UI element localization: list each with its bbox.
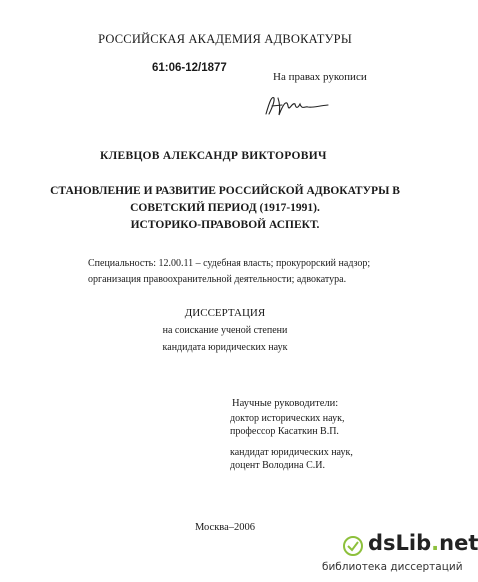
logo-tld: net — [439, 531, 478, 555]
author-signature — [262, 92, 332, 120]
title-line: СОВЕТСКИЙ ПЕРИОД (1917-1991). — [130, 202, 320, 214]
logo-main: dsLib — [368, 531, 432, 555]
title-line: СТАНОВЛЕНИЕ И РАЗВИТИЕ РОССИЙСКОЙ АДВОКАТУРЫ В — [50, 185, 400, 197]
registry-code-stamp: 61:06-12/1877 — [152, 62, 227, 74]
watermark-logo — [368, 531, 478, 555]
logo-dot: . — [431, 531, 440, 555]
dslib-logo-icon — [342, 535, 364, 557]
degree-line: на соискание ученой степени — [162, 325, 288, 336]
author-name: КЛЕВЦОВ АЛЕКСАНДР ВИКТОРОВИЧ — [100, 150, 327, 162]
rights-notice: На правах рукописи — [273, 71, 367, 83]
watermark-caption: библиотека диссертаций — [322, 561, 463, 573]
degree-line: кандидата юридических наук — [162, 342, 288, 353]
dissertation-title — [0, 183, 450, 234]
specialty-line: Специальность: 12.00.11 – судебная власть; прокурорский надзор; — [88, 258, 371, 269]
specialty-line: организация правоохранительной деятельности; адвокатура. — [88, 274, 347, 285]
supervisors-label: Научные руководители: — [232, 398, 339, 409]
institution-name: РОССИЙСКАЯ АКАДЕМИЯ АДВОКАТУРЫ — [98, 32, 352, 46]
title-line: ИСТОРИКО-ПРАВОВОЙ АСПЕКТ. — [130, 219, 320, 231]
specialty — [88, 256, 370, 288]
supervisor-degree: кандидат юридических наук, — [230, 447, 353, 458]
supervisor-second — [230, 446, 353, 472]
supervisor-degree: доктор исторических наук, — [230, 413, 345, 424]
dslib-watermark[interactable] — [320, 531, 478, 582]
city-year: Москва–2006 — [194, 522, 256, 533]
document-type — [0, 305, 450, 356]
supervisor-first — [230, 412, 344, 438]
supervisor-name: доцент Володина С.И. — [230, 460, 325, 471]
document-type-heading: ДИССЕРТАЦИЯ — [184, 307, 266, 319]
supervisor-name: профессор Касаткин В.П. — [230, 426, 339, 437]
